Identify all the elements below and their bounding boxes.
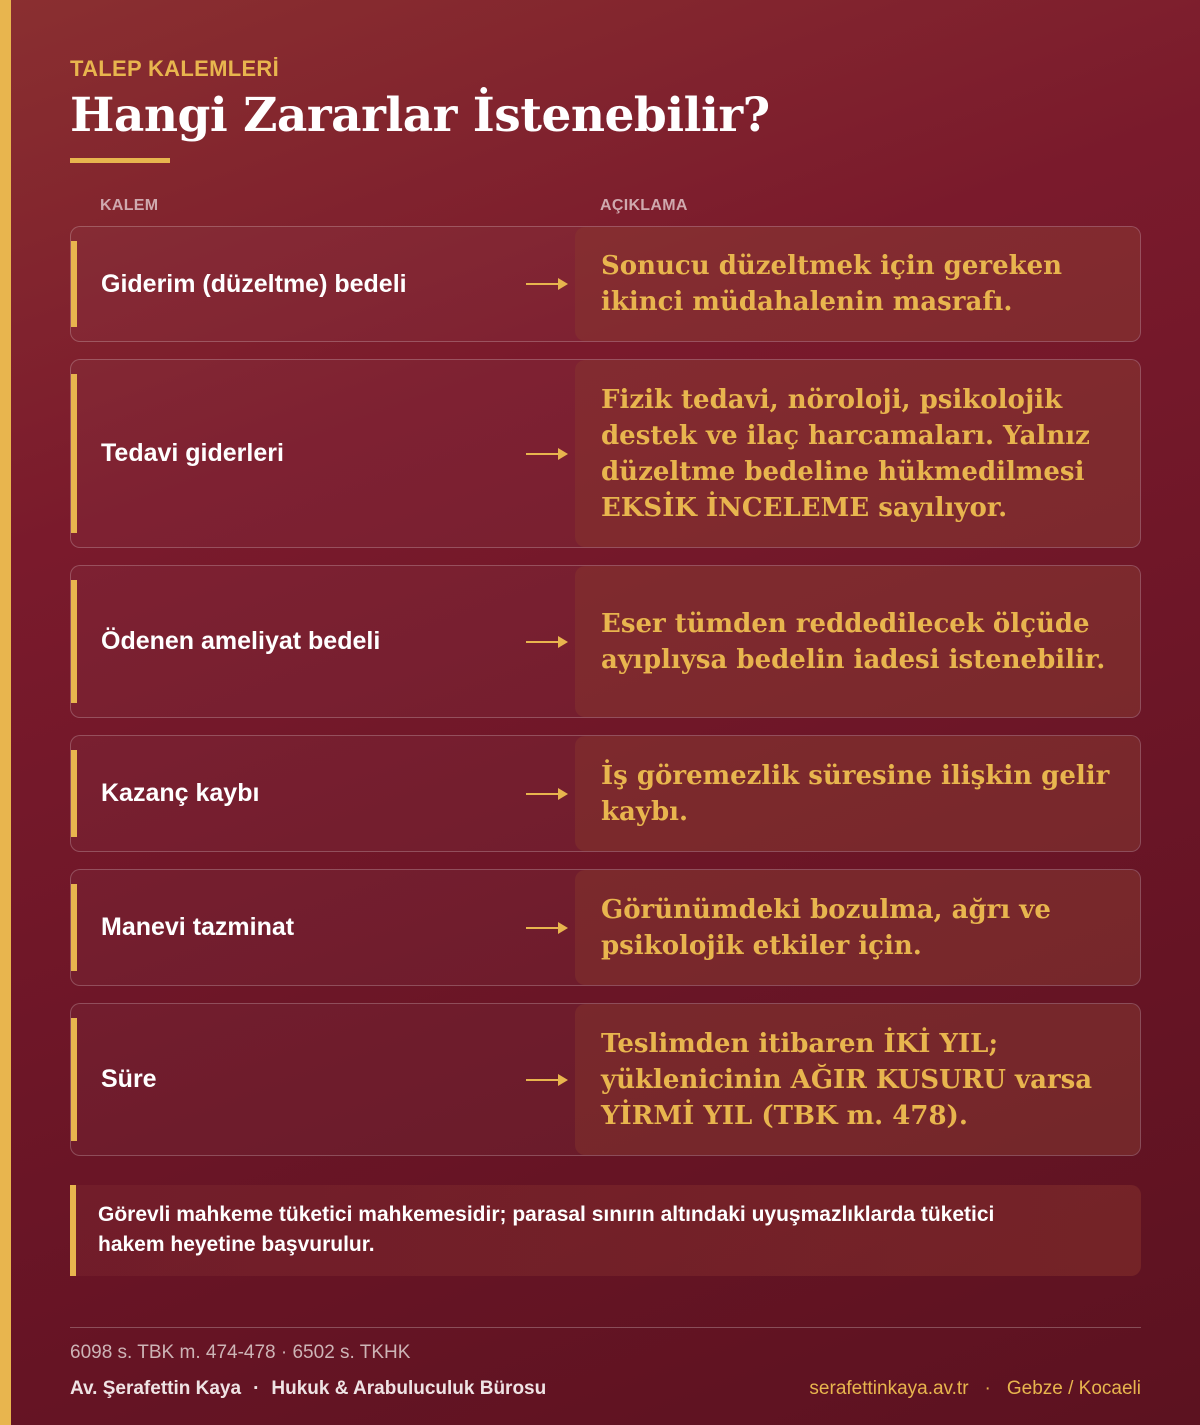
claim-description: İş göremezlik süresine ilişkin gelir kaybı. <box>575 736 1140 851</box>
arrow-right-icon <box>526 1073 568 1087</box>
row-accent-bar <box>71 580 77 703</box>
claim-label: Tedavi giderleri <box>101 439 284 467</box>
jurisdiction-note <box>70 1185 1141 1276</box>
left-accent-stripe <box>0 0 11 1425</box>
footer-contact <box>809 1378 1141 1400</box>
note-text: Görevli mahkeme tüketici mahkemesidir; parasal sınırın altındaki uyuşmazlıklarda tüketici hakem heyetine başvurulur. <box>98 1203 995 1256</box>
column-header-item: KALEM <box>100 197 159 214</box>
claim-description: Fizik tedavi, nöroloji, psikolojik destek ve ilaç harcamaları. Yalnız düzeltme bedeline hükmedilmesi EKSİK İNCELEME sayılıyor. <box>575 360 1140 547</box>
claim-label: Manevi tazminat <box>101 913 295 941</box>
note-accent-bar <box>70 1185 76 1276</box>
website-link[interactable]: serafettinkaya.av.tr <box>809 1378 969 1399</box>
row-accent-bar <box>71 884 77 971</box>
arrow-right-icon <box>526 277 568 291</box>
row-accent-bar <box>71 750 77 837</box>
row-accent-bar <box>71 374 77 533</box>
arrow-right-icon <box>526 447 568 461</box>
office-name: Hukuk & Arabuluculuk Bürosu <box>271 1378 547 1399</box>
claim-label: Ödenen ameliyat bedeli <box>101 627 381 655</box>
footer-divider <box>70 1327 1141 1328</box>
arrow-right-icon <box>526 787 568 801</box>
claim-row-lost-earnings <box>70 735 1141 852</box>
location-label: Gebze / Kocaeli <box>1006 1378 1141 1399</box>
eyebrow-label: TALEP KALEMLERİ <box>70 56 280 81</box>
claim-label: Kazanç kaybı <box>101 779 260 807</box>
legal-references: 6098 s. TBK m. 474-478 · 6502 s. TKHK <box>70 1342 411 1363</box>
claim-row-moral-damages <box>70 869 1141 986</box>
author-name: Av. Şerafettin Kaya <box>70 1378 242 1399</box>
column-header-description: AÇIKLAMA <box>600 197 688 214</box>
claim-description: Görünümdeki bozulma, ağrı ve psikolojik etkiler için. <box>575 870 1140 985</box>
claim-label: Giderim (düzeltme) bedeli <box>101 269 407 298</box>
row-accent-bar <box>71 1018 77 1141</box>
claim-row-remedy-cost <box>70 226 1141 342</box>
claim-description: Sonucu düzeltmek için gereken ikinci müdahalenin masrafı. <box>575 227 1140 341</box>
claim-description: Teslimden itibaren İKİ YIL; yüklenicinin AĞIR KUSURU varsa YİRMİ YIL (TBK m. 478). <box>575 1004 1140 1155</box>
claim-row-time-limit <box>70 1003 1141 1156</box>
arrow-right-icon <box>526 635 568 649</box>
footer-author <box>70 1378 546 1400</box>
title-underline <box>70 158 170 163</box>
footer-separator: · <box>984 1378 991 1399</box>
claim-label: Süre <box>101 1065 157 1093</box>
row-accent-bar <box>71 241 77 327</box>
footer-separator: · <box>253 1378 260 1399</box>
claim-description: Eser tümden reddedilecek ölçüde ayıplıysa bedelin iadesi istenebilir. <box>575 566 1140 717</box>
claim-row-surgery-fee <box>70 565 1141 718</box>
claim-row-treatment-costs <box>70 359 1141 548</box>
arrow-right-icon <box>526 921 568 935</box>
page-title: Hangi Zararlar İstenebilir? <box>70 88 770 143</box>
